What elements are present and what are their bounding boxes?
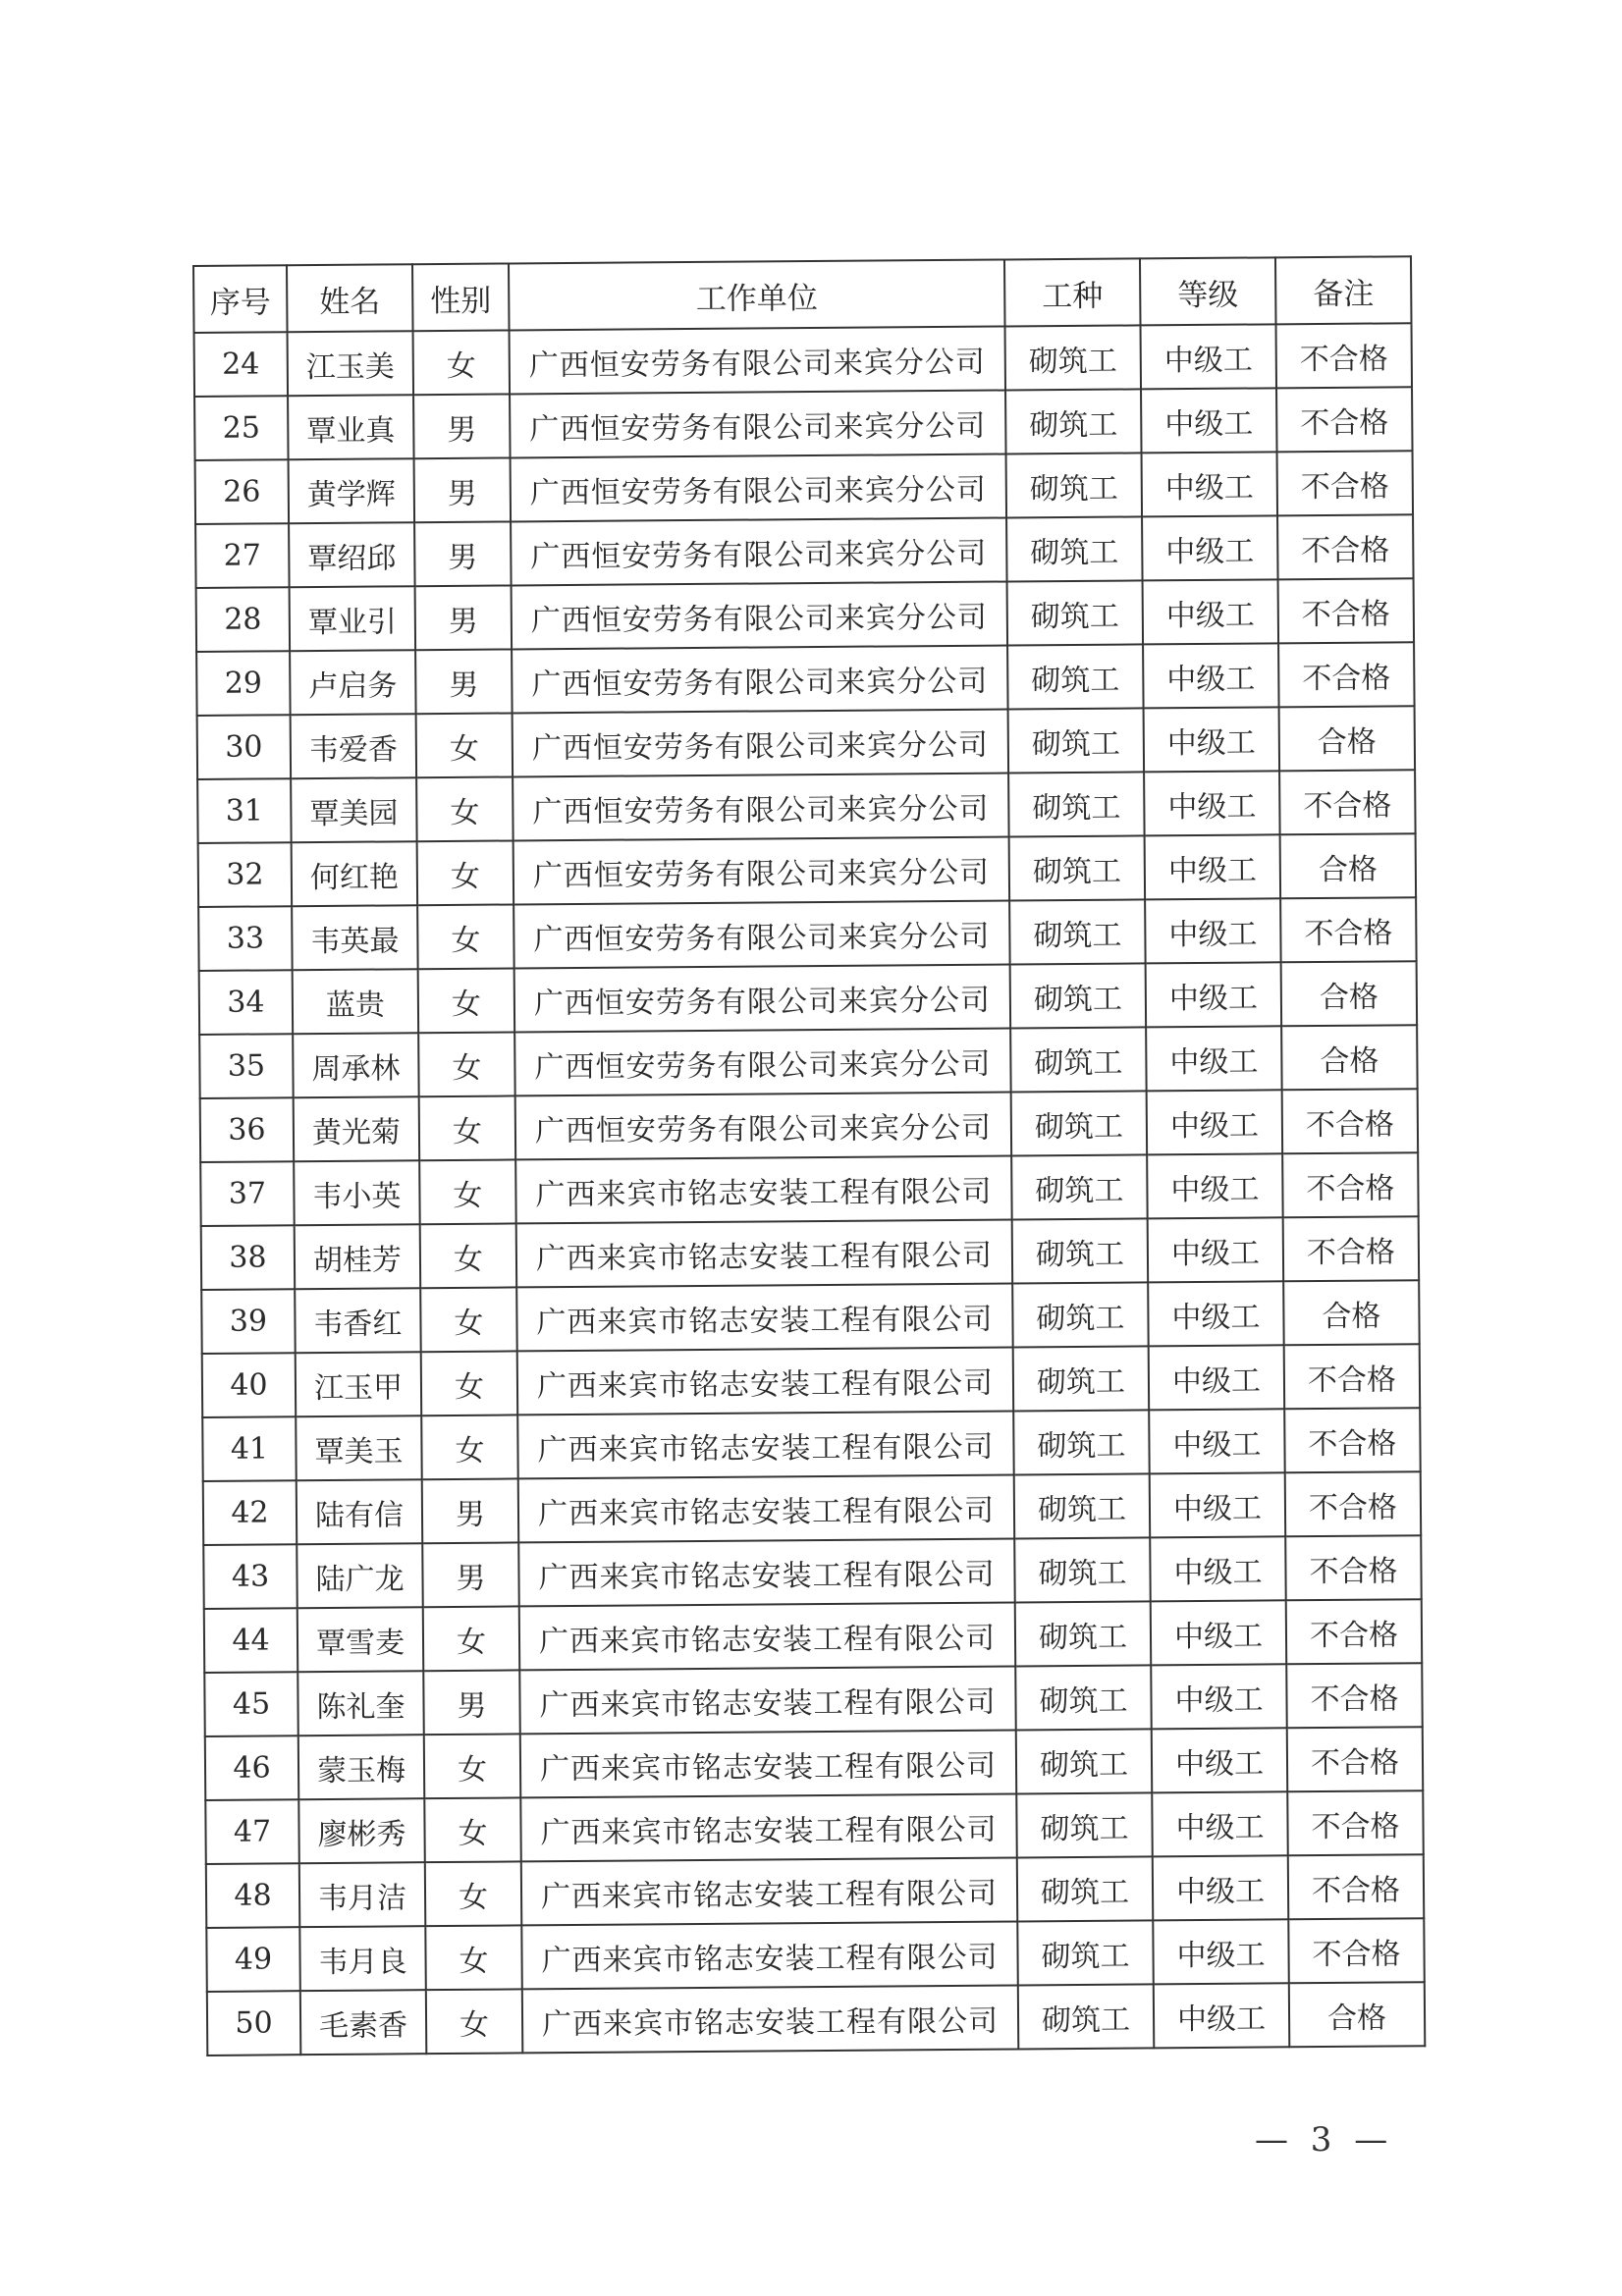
cell-grade: 中级工	[1141, 324, 1277, 389]
cell-unit: 广西来宾市铭志安装工程有限公司	[520, 1793, 1016, 1861]
cell-unit: 广西恒安劳务有限公司来宾分公司	[511, 454, 1006, 521]
cell-name: 韦爱香	[291, 714, 417, 778]
roster-table	[192, 255, 1426, 2056]
cell-no: 39	[201, 1289, 296, 1354]
cell-trade: 砌筑工	[1008, 708, 1145, 773]
table-row	[197, 770, 1415, 843]
table-header-row	[193, 256, 1411, 333]
cell-gender: 女	[413, 330, 511, 395]
cell-no: 44	[204, 1608, 298, 1673]
cell-unit: 广西来宾市铭志安装工程有限公司	[517, 1411, 1013, 1478]
cell-gender: 女	[421, 1415, 518, 1479]
cell-gender: 女	[419, 1159, 516, 1224]
cell-unit: 广西来宾市铭志安装工程有限公司	[515, 1155, 1011, 1223]
cell-remark: 不合格	[1278, 642, 1415, 707]
cell-grade: 中级工	[1147, 1153, 1283, 1218]
cell-no: 37	[200, 1161, 295, 1226]
cell-grade: 中级工	[1152, 1728, 1288, 1792]
cell-grade: 中级工	[1149, 1409, 1285, 1473]
cell-gender: 女	[417, 840, 514, 905]
cell-grade: 中级工	[1150, 1536, 1286, 1601]
cell-unit: 广西恒安劳务有限公司来宾分公司	[510, 327, 1005, 395]
cell-gender: 女	[418, 968, 515, 1033]
cell-remark: 不合格	[1288, 1854, 1425, 1919]
cell-name: 何红艳	[292, 841, 418, 906]
cell-no: 45	[204, 1672, 298, 1736]
cell-unit: 广西恒安劳务有限公司来宾分公司	[514, 964, 1010, 1032]
cell-remark: 不合格	[1278, 578, 1415, 643]
cell-name: 韦香红	[295, 1288, 421, 1353]
cell-grade: 中级工	[1143, 643, 1279, 708]
cell-no: 30	[197, 715, 292, 779]
cell-name: 江玉美	[288, 331, 414, 396]
cell-name: 覃绍邱	[289, 522, 415, 587]
cell-unit: 广西恒安劳务有限公司来宾分公司	[514, 1028, 1010, 1095]
cell-name: 黄学辉	[289, 458, 415, 523]
table-row	[198, 897, 1416, 971]
page-number: — 3 —	[1255, 2120, 1394, 2160]
cell-remark: 不合格	[1277, 514, 1414, 579]
table-row	[203, 1535, 1421, 1609]
cell-gender: 男	[423, 1670, 520, 1735]
cell-remark: 不合格	[1279, 770, 1416, 834]
cell-name: 卢启务	[290, 650, 416, 715]
cell-gender: 女	[424, 1797, 521, 1862]
cell-remark: 不合格	[1287, 1727, 1424, 1791]
cell-remark: 不合格	[1277, 451, 1414, 515]
cell-grade: 中级工	[1142, 452, 1278, 516]
cell-unit: 广西恒安劳务有限公司来宾分公司	[515, 1092, 1011, 1159]
table-row	[197, 706, 1415, 779]
cell-no: 25	[194, 396, 289, 460]
cell-name: 韦月洁	[299, 1862, 426, 1927]
cell-gender: 女	[420, 1287, 517, 1352]
header-no: 序号	[193, 265, 288, 333]
cell-unit: 广西恒安劳务有限公司来宾分公司	[510, 391, 1005, 458]
cell-no: 27	[195, 523, 290, 588]
cell-remark: 不合格	[1280, 897, 1417, 962]
cell-no: 24	[194, 332, 289, 397]
cell-name: 周承林	[293, 1033, 419, 1097]
cell-trade: 砌筑工	[1007, 580, 1144, 645]
cell-gender: 男	[414, 521, 512, 586]
cell-no: 36	[200, 1097, 295, 1162]
cell-unit: 广西恒安劳务有限公司来宾分公司	[512, 581, 1007, 649]
cell-remark: 不合格	[1276, 387, 1413, 452]
cell-grade: 中级工	[1152, 1791, 1288, 1856]
cell-remark: 不合格	[1286, 1599, 1423, 1664]
cell-unit: 广西来宾市铭志安装工程有限公司	[522, 1985, 1018, 2053]
cell-grade: 中级工	[1149, 1345, 1285, 1410]
cell-remark: 不合格	[1284, 1344, 1421, 1409]
cell-unit: 广西来宾市铭志安装工程有限公司	[516, 1219, 1012, 1287]
header-remark: 备注	[1275, 256, 1412, 324]
cell-trade: 砌筑工	[1009, 899, 1146, 964]
cell-no: 40	[202, 1353, 297, 1417]
cell-remark: 不合格	[1284, 1408, 1421, 1472]
cell-no: 47	[205, 1799, 299, 1864]
cell-grade: 中级工	[1150, 1472, 1286, 1537]
cell-trade: 砌筑工	[1013, 1410, 1150, 1474]
cell-grade: 中级工	[1145, 898, 1281, 963]
cell-name: 黄光菊	[294, 1096, 420, 1161]
cell-no: 26	[195, 459, 290, 524]
cell-no: 49	[206, 1927, 300, 1992]
cell-gender: 女	[417, 904, 514, 969]
cell-trade: 砌筑工	[1015, 1601, 1152, 1666]
cell-trade: 砌筑工	[1018, 1984, 1155, 2049]
cell-gender: 男	[422, 1542, 519, 1607]
cell-no: 35	[199, 1034, 294, 1098]
cell-remark: 不合格	[1282, 1089, 1419, 1153]
cell-trade: 砌筑工	[1011, 1091, 1148, 1155]
cell-grade: 中级工	[1146, 1026, 1282, 1091]
cell-name: 陆有信	[297, 1479, 423, 1544]
cell-gender: 男	[415, 649, 513, 714]
cell-gender: 女	[416, 713, 514, 777]
header-unit: 工作单位	[509, 260, 1005, 331]
cell-trade: 砌筑工	[1012, 1218, 1149, 1283]
table-row	[200, 1152, 1418, 1226]
table-row	[205, 1790, 1423, 1864]
cell-grade: 中级工	[1154, 1983, 1290, 2048]
cell-no: 43	[203, 1544, 297, 1609]
cell-grade: 中级工	[1144, 771, 1280, 835]
cell-remark: 合格	[1289, 1982, 1426, 2047]
cell-no: 29	[196, 651, 291, 716]
table-row	[202, 1344, 1420, 1417]
table-row	[201, 1216, 1419, 1290]
cell-trade: 砌筑工	[1005, 325, 1142, 390]
cell-gender: 女	[418, 1032, 515, 1096]
cell-gender: 女	[416, 776, 514, 841]
header-grade: 等级	[1140, 257, 1276, 325]
cell-grade: 中级工	[1151, 1664, 1287, 1729]
cell-unit: 广西恒安劳务有限公司来宾分公司	[511, 517, 1006, 585]
table-row	[201, 1280, 1419, 1354]
cell-name: 胡桂芳	[295, 1224, 421, 1289]
cell-unit: 广西来宾市铭志安装工程有限公司	[518, 1538, 1014, 1606]
cell-trade: 砌筑工	[1007, 644, 1144, 709]
cell-gender: 男	[422, 1478, 519, 1543]
cell-gender: 女	[425, 1925, 522, 1990]
cell-no: 33	[198, 906, 293, 971]
cell-no: 31	[197, 778, 292, 843]
table-body	[194, 323, 1426, 2056]
cell-trade: 砌筑工	[1005, 389, 1142, 454]
cell-no: 46	[205, 1735, 299, 1800]
cell-trade: 砌筑工	[1014, 1473, 1151, 1538]
cell-trade: 砌筑工	[1016, 1729, 1153, 1793]
cell-unit: 广西来宾市铭志安装工程有限公司	[518, 1474, 1014, 1542]
cell-trade: 砌筑工	[1013, 1346, 1150, 1411]
cell-gender: 男	[415, 585, 513, 650]
cell-trade: 砌筑工	[1017, 1920, 1154, 1985]
cell-remark: 合格	[1279, 706, 1416, 771]
cell-grade: 中级工	[1151, 1600, 1287, 1665]
table-row	[204, 1599, 1422, 1673]
cell-name: 覃业引	[290, 586, 416, 651]
cell-name: 覃雪麦	[297, 1607, 424, 1672]
cell-name: 覃美玉	[296, 1415, 422, 1480]
cell-remark: 不合格	[1287, 1790, 1424, 1855]
cell-trade: 砌筑工	[1014, 1537, 1151, 1602]
table-row	[207, 1982, 1425, 2056]
cell-name: 蒙玉梅	[298, 1735, 425, 1799]
table-row	[198, 833, 1416, 907]
cell-unit: 广西来宾市铭志安装工程有限公司	[520, 1730, 1016, 1797]
cell-grade: 中级工	[1142, 515, 1278, 580]
table-row	[196, 578, 1414, 652]
cell-name: 陈礼奎	[297, 1671, 424, 1735]
cell-unit: 广西恒安劳务有限公司来宾分公司	[513, 773, 1008, 840]
cell-unit: 广西恒安劳务有限公司来宾分公司	[513, 709, 1008, 776]
cell-gender: 女	[426, 1989, 523, 2054]
cell-remark: 合格	[1281, 1025, 1418, 1090]
cell-unit: 广西恒安劳务有限公司来宾分公司	[514, 836, 1009, 904]
cell-unit: 广西来宾市铭志安装工程有限公司	[516, 1283, 1012, 1351]
cell-gender: 女	[421, 1351, 518, 1415]
cell-grade: 中级工	[1148, 1281, 1284, 1346]
cell-name: 江玉甲	[296, 1352, 422, 1416]
table-row	[203, 1471, 1421, 1545]
cell-grade: 中级工	[1144, 707, 1280, 772]
cell-gender: 女	[424, 1734, 521, 1798]
cell-remark: 不合格	[1282, 1152, 1419, 1217]
table-row	[204, 1663, 1422, 1736]
cell-gender: 女	[419, 1095, 516, 1160]
cell-name: 韦月良	[299, 1926, 426, 1991]
table-row	[195, 514, 1413, 588]
cell-grade: 中级工	[1153, 1855, 1289, 1920]
table-row	[199, 961, 1417, 1035]
cell-no: 48	[206, 1863, 300, 1928]
cell-gender: 女	[420, 1223, 517, 1288]
cell-trade: 砌筑工	[1015, 1665, 1152, 1730]
cell-gender: 男	[413, 394, 511, 458]
header-gender: 性别	[412, 263, 510, 331]
cell-remark: 不合格	[1286, 1663, 1423, 1728]
cell-remark: 不合格	[1285, 1471, 1422, 1536]
cell-grade: 中级工	[1153, 1919, 1289, 1984]
cell-remark: 不合格	[1288, 1918, 1425, 1983]
cell-unit: 广西来宾市铭志安装工程有限公司	[517, 1347, 1013, 1415]
cell-trade: 砌筑工	[1006, 453, 1143, 517]
header-name: 姓名	[287, 264, 413, 332]
cell-trade: 砌筑工	[1012, 1282, 1149, 1347]
table-row	[194, 387, 1412, 460]
table-row	[206, 1918, 1424, 1992]
cell-grade: 中级工	[1148, 1217, 1284, 1282]
table-row	[200, 1089, 1418, 1162]
cell-name: 廖彬秀	[298, 1798, 425, 1863]
cell-no: 28	[196, 587, 291, 652]
cell-remark: 合格	[1281, 961, 1418, 1026]
cell-grade: 中级工	[1143, 579, 1279, 644]
cell-remark: 合格	[1280, 833, 1417, 898]
table-row	[195, 451, 1413, 524]
table-row	[196, 642, 1414, 716]
cell-gender: 女	[425, 1861, 522, 1926]
cell-no: 32	[198, 842, 293, 907]
cell-name: 覃美园	[291, 777, 417, 842]
cell-unit: 广西来宾市铭志安装工程有限公司	[519, 1666, 1015, 1734]
cell-unit: 广西来宾市铭志安装工程有限公司	[521, 1857, 1017, 1925]
cell-name: 覃业真	[288, 395, 414, 459]
cell-trade: 砌筑工	[1017, 1856, 1154, 1921]
cell-no: 41	[202, 1416, 297, 1481]
cell-unit: 广西来宾市铭志安装工程有限公司	[521, 1921, 1017, 1989]
table-row	[205, 1727, 1423, 1800]
cell-trade: 砌筑工	[1009, 835, 1146, 900]
cell-gender: 女	[423, 1606, 520, 1671]
cell-trade: 砌筑工	[1008, 772, 1145, 836]
cell-name: 毛素香	[300, 1990, 427, 2055]
table-row	[202, 1408, 1420, 1481]
cell-unit: 广西恒安劳务有限公司来宾分公司	[512, 645, 1007, 713]
cell-remark: 不合格	[1285, 1535, 1422, 1600]
cell-unit: 广西来宾市铭志安装工程有限公司	[519, 1602, 1015, 1670]
cell-grade: 中级工	[1145, 834, 1281, 899]
cell-no: 42	[203, 1480, 297, 1545]
cell-trade: 砌筑工	[1006, 516, 1143, 581]
cell-no: 34	[199, 970, 294, 1035]
table-row	[206, 1854, 1424, 1928]
cell-name: 陆广龙	[297, 1543, 423, 1608]
header-trade: 工种	[1004, 258, 1141, 326]
cell-gender: 男	[414, 457, 512, 522]
table-row	[199, 1025, 1417, 1098]
cell-grade: 中级工	[1146, 962, 1282, 1027]
cell-trade: 砌筑工	[1010, 963, 1147, 1028]
table-row	[194, 323, 1412, 397]
cell-remark: 合格	[1283, 1280, 1420, 1345]
cell-trade: 砌筑工	[1010, 1027, 1147, 1092]
cell-name: 韦小英	[294, 1160, 420, 1225]
cell-trade: 砌筑工	[1016, 1792, 1153, 1857]
cell-remark: 不合格	[1276, 323, 1413, 388]
cell-grade: 中级工	[1147, 1090, 1283, 1154]
cell-trade: 砌筑工	[1011, 1154, 1148, 1219]
cell-no: 38	[201, 1225, 296, 1290]
cell-no: 50	[207, 1991, 301, 2056]
cell-remark: 不合格	[1283, 1216, 1420, 1281]
cell-unit: 广西恒安劳务有限公司来宾分公司	[514, 900, 1009, 968]
cell-grade: 中级工	[1141, 388, 1277, 453]
cell-name: 蓝贵	[293, 969, 419, 1034]
cell-name: 韦英最	[292, 905, 418, 970]
